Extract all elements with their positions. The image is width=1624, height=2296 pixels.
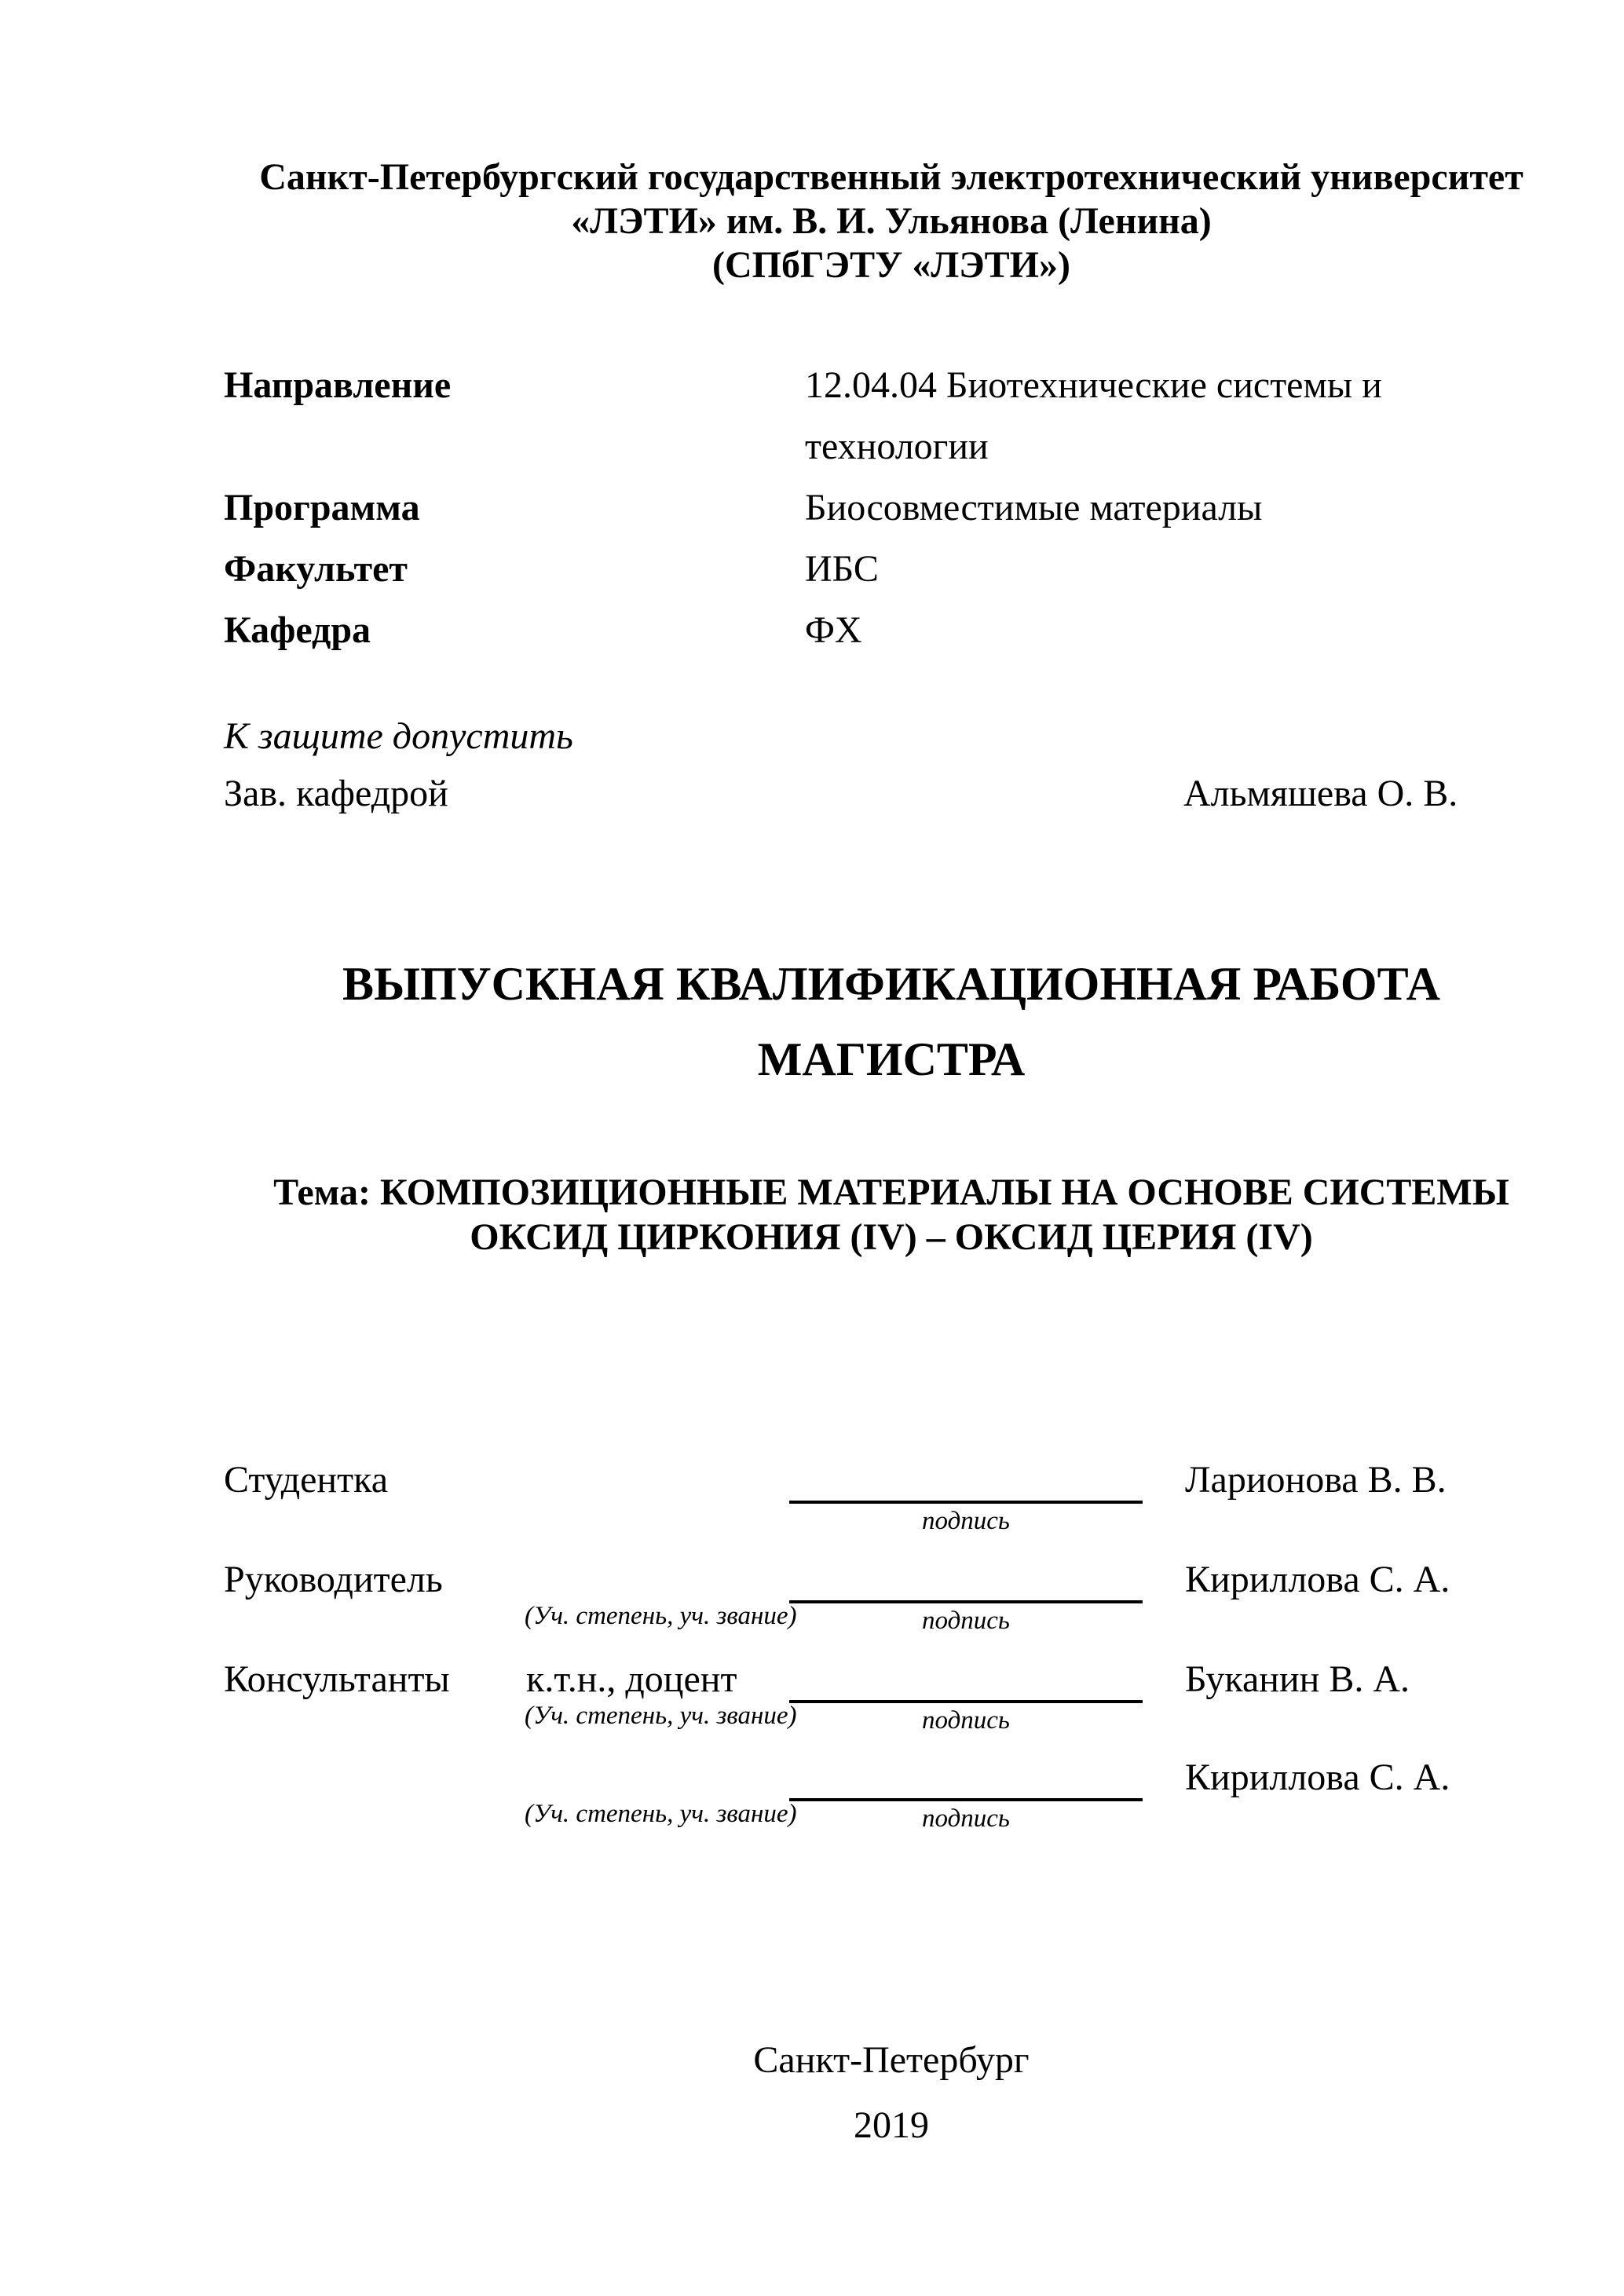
department-head-label: Зав. кафедрой: [224, 773, 448, 814]
signature-line: [789, 1700, 1143, 1703]
field-label-direction: Направление: [224, 364, 452, 406]
work-title: ВЫПУСКНАЯ КВАЛИФИКАЦИОННАЯ РАБОТА МАГИСТРА: [342, 958, 1440, 1085]
department-head-name: Альмяшева О. В.: [1183, 773, 1458, 814]
signature-row-supervisor: [224, 1558, 1559, 1648]
field-value-department: ФХ: [805, 609, 862, 651]
program-fields: [224, 355, 1559, 661]
university-header: [145, 155, 1624, 287]
signature-row-consultant-2: [224, 1756, 1559, 1846]
signature-name: Кириллова С. А.: [1185, 1757, 1450, 1798]
signature-degree: к.т.н., доцент: [526, 1658, 737, 1700]
footer-city: Санкт-Петербург: [753, 2039, 1030, 2081]
field-value-program: Биосовместимые материалы: [805, 487, 1263, 528]
signature-name: Ларионова В. В.: [1185, 1459, 1447, 1501]
field-row-direction: [224, 355, 1559, 477]
degree-caption: (Уч. степень, уч. звание): [525, 1602, 797, 1630]
signature-role: Консультанты: [224, 1658, 450, 1700]
field-label-faculty: Факультет: [224, 548, 408, 590]
field-label-department: Кафедра: [224, 609, 371, 651]
signature-caption: подпись: [922, 1804, 1010, 1833]
signature-row-consultant-1: [224, 1658, 1559, 1748]
field-label-program: Программа: [224, 487, 420, 528]
degree-caption: (Уч. степень, уч. звание): [525, 1702, 797, 1730]
signature-caption: подпись: [922, 1607, 1010, 1635]
signature-line: [789, 1501, 1143, 1504]
field-value-faculty: ИБС: [805, 548, 879, 590]
field-row-faculty: [224, 539, 1559, 600]
field-row-department: [224, 600, 1559, 661]
degree-caption: (Уч. степень, уч. звание): [525, 1800, 797, 1828]
footer-year: 2019: [854, 2104, 929, 2146]
field-value-direction: 12.04.04 Биотехнические системы и технологии: [805, 364, 1382, 467]
signature-role: Студентка: [224, 1459, 388, 1501]
footer: [224, 2027, 1559, 2158]
university-abbreviation: (СПбГЭТУ «ЛЭТИ»): [712, 244, 1070, 286]
thesis-topic: Тема: КОМПОЗИЦИОННЫЕ МАТЕРИАЛЫ НА ОСНОВЕ СИСТЕМЫ ОКСИД ЦИРКОНИЯ (IV) – ОКСИД ЦЕРИЯ (IV): [273, 1172, 1509, 1258]
signature-role: Руководитель: [224, 1559, 443, 1600]
signature-line: [789, 1600, 1143, 1603]
signature-caption: подпись: [922, 1507, 1010, 1535]
field-row-program: [224, 477, 1559, 539]
university-name-line2: «ЛЭТИ» им. В. И. Ульянова (Ленина): [571, 200, 1212, 242]
signature-row-student: [224, 1458, 1559, 1548]
signature-name: Кириллова С. А.: [1185, 1559, 1450, 1600]
admission-note: К защите допустить: [224, 715, 573, 757]
signature-name: Буканин В. А.: [1185, 1658, 1410, 1700]
signature-line: [789, 1798, 1143, 1801]
signature-caption: подпись: [922, 1706, 1010, 1735]
university-name-line1: Санкт-Петербургский государственный электротехнический университет: [259, 156, 1523, 198]
